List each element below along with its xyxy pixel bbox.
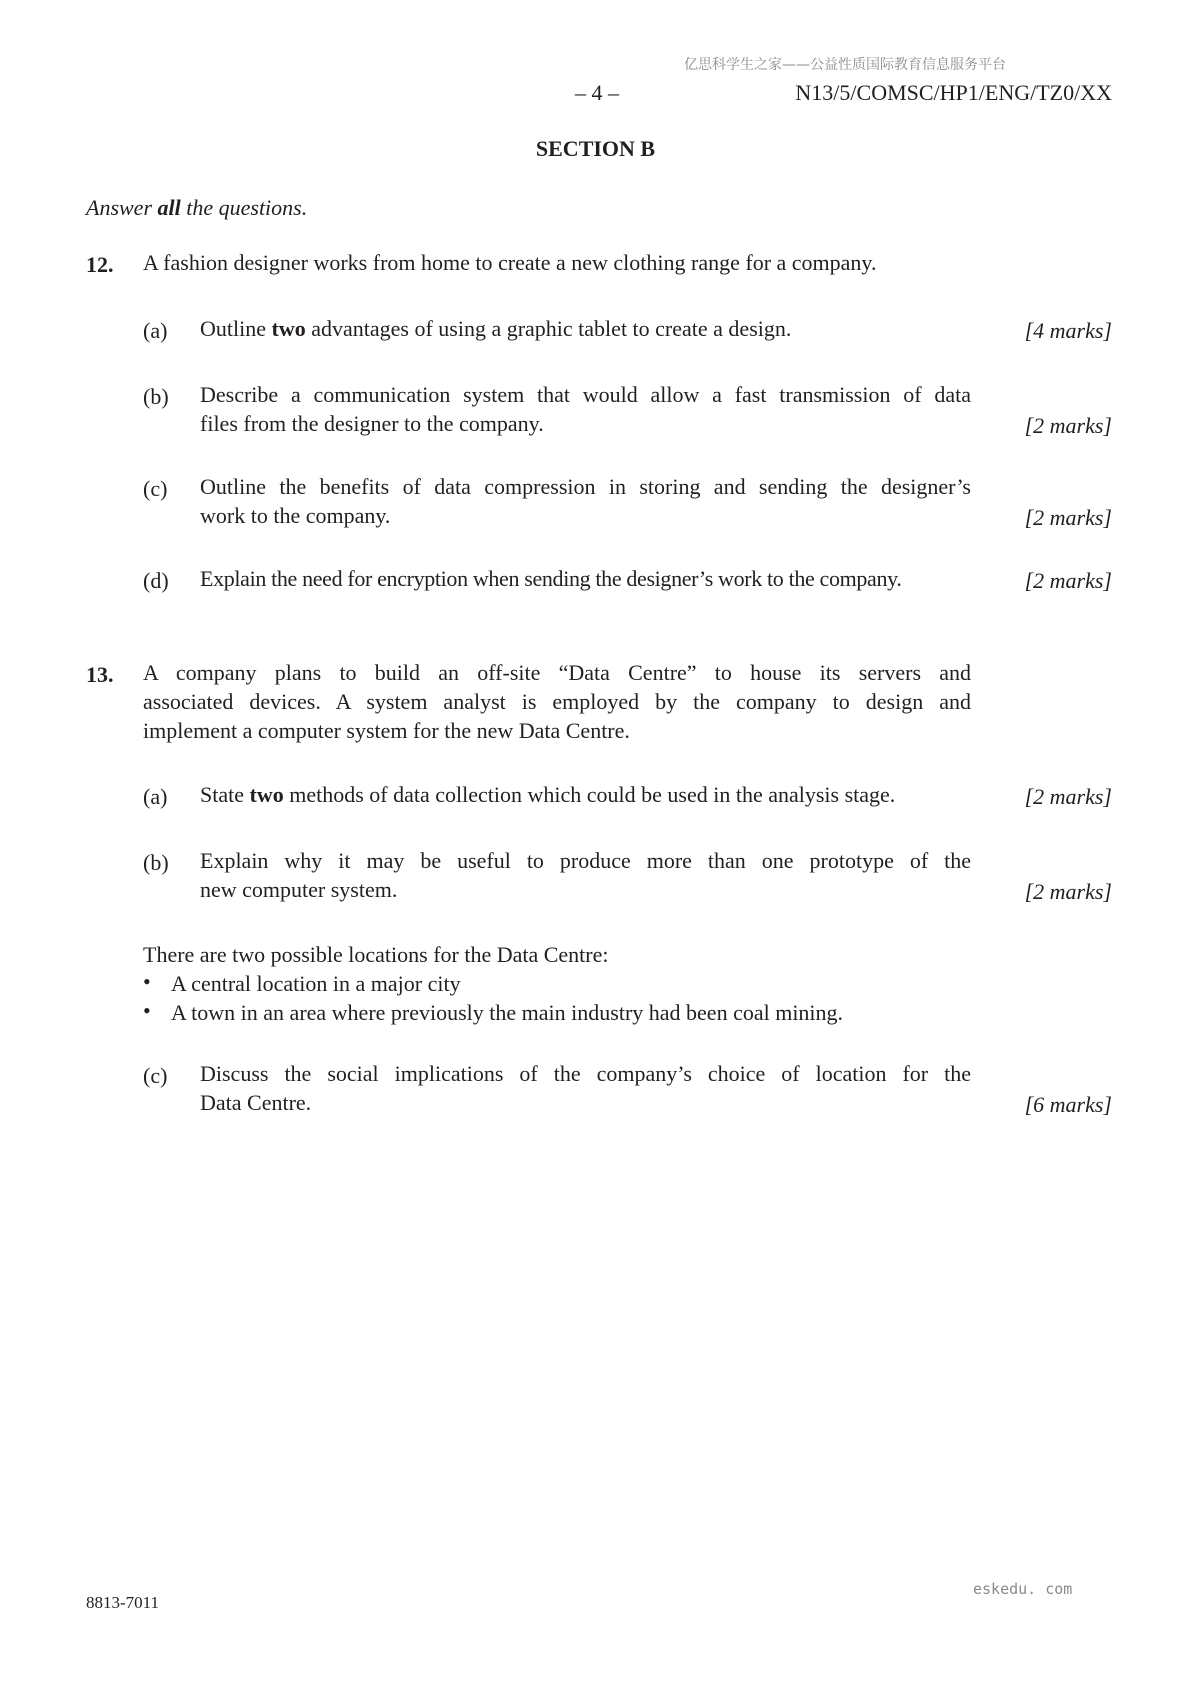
instruction-text-before: Answer	[86, 195, 158, 220]
q13-a-marks: [2 marks]	[1024, 784, 1112, 809]
location-item: A central location in a major city	[171, 971, 461, 996]
q13-a-text-bold: two	[249, 782, 284, 807]
question-13-stem	[143, 658, 971, 745]
q13-c-label: (c)	[143, 1063, 168, 1088]
question-13-number: 13.	[86, 662, 114, 687]
q12-b-line2: files from the designer to the company.	[200, 411, 544, 436]
section-title: SECTION B	[535, 136, 656, 161]
q13-a-text-after: methods of data collection which could be used in the analysis stage.	[283, 782, 896, 807]
section-instruction	[86, 195, 307, 221]
q13-c-text	[200, 1059, 971, 1117]
footer-code: 8813-7011	[86, 1593, 160, 1612]
q12-a-text-before: Outline	[200, 316, 272, 341]
q13-b-line2: new computer system.	[200, 877, 398, 902]
q12-c-text	[200, 472, 971, 530]
q12-a-text-after: advantages of using a graphic tablet to create a design.	[305, 316, 792, 341]
q13-c-marks: [6 marks]	[1024, 1092, 1112, 1117]
q13-a-label: (a)	[143, 784, 168, 809]
q13-c-line1: Discuss the social implications of the company’s choice of location for the	[200, 1061, 971, 1086]
q12-d-label: (d)	[143, 568, 169, 593]
q13-b-line1: Explain why it may be useful to produce more than one prototype of the	[200, 848, 971, 873]
q12-a-text	[200, 314, 791, 343]
q13-b-text	[200, 846, 971, 904]
q13-stem-line2: associated devices. A system analyst is employed by the company to design and	[143, 689, 971, 714]
q13-b-marks: [2 marks]	[1024, 879, 1112, 904]
q12-c-line1: Outline the benefits of data compression in storing and sending the designer’s	[200, 474, 971, 499]
q13-a-text-before: State	[200, 782, 250, 807]
q12-b-text	[200, 380, 971, 438]
bullet-icon: •	[143, 998, 151, 1023]
paper-code: N13/5/COMSC/HP1/ENG/TZ0/XX	[795, 80, 1112, 105]
q12-a-text-bold: two	[271, 316, 306, 341]
q12-d-text: Explain the need for encryption when sending the designer’s work to the company.	[200, 566, 902, 591]
header-watermark: 亿思科学生之家——公益性质国际教育信息服务平台	[684, 57, 1006, 73]
instruction-text-bold: all	[157, 195, 181, 220]
footer-watermark: eskedu. com	[973, 1580, 1073, 1598]
q13-c-line2: Data Centre.	[200, 1090, 312, 1115]
q13-stem-line3: implement a computer system for the new Data Centre.	[143, 718, 630, 743]
q13-a-text	[200, 780, 895, 809]
location-item: A town in an area where previously the main industry had been coal mining.	[171, 1000, 844, 1025]
page-number: – 4 –	[575, 80, 619, 105]
q12-c-label: (c)	[143, 476, 168, 501]
q12-a-label: (a)	[143, 318, 168, 343]
q12-b-label: (b)	[143, 384, 169, 409]
q12-b-line1: Describe a communication system that would allow a fast transmission of data	[200, 382, 971, 407]
q13-stem-line1: A company plans to build an off-site “Data Centre” to house its servers and	[143, 660, 971, 685]
q12-d-marks: [2 marks]	[1024, 568, 1112, 593]
q13-b-label: (b)	[143, 850, 169, 875]
q12-a-marks: [4 marks]	[1024, 318, 1112, 343]
question-12-number: 12.	[86, 252, 114, 277]
q12-c-line2: work to the company.	[200, 503, 391, 528]
bullet-icon: •	[143, 969, 151, 994]
q12-b-marks: [2 marks]	[1024, 413, 1112, 438]
instruction-text-after: the questions.	[180, 195, 308, 220]
locations-intro: There are two possible locations for the Data Centre:	[143, 942, 609, 967]
question-12-stem: A fashion designer works from home to create a new clothing range for a company.	[143, 250, 877, 275]
q12-c-marks: [2 marks]	[1024, 505, 1112, 530]
